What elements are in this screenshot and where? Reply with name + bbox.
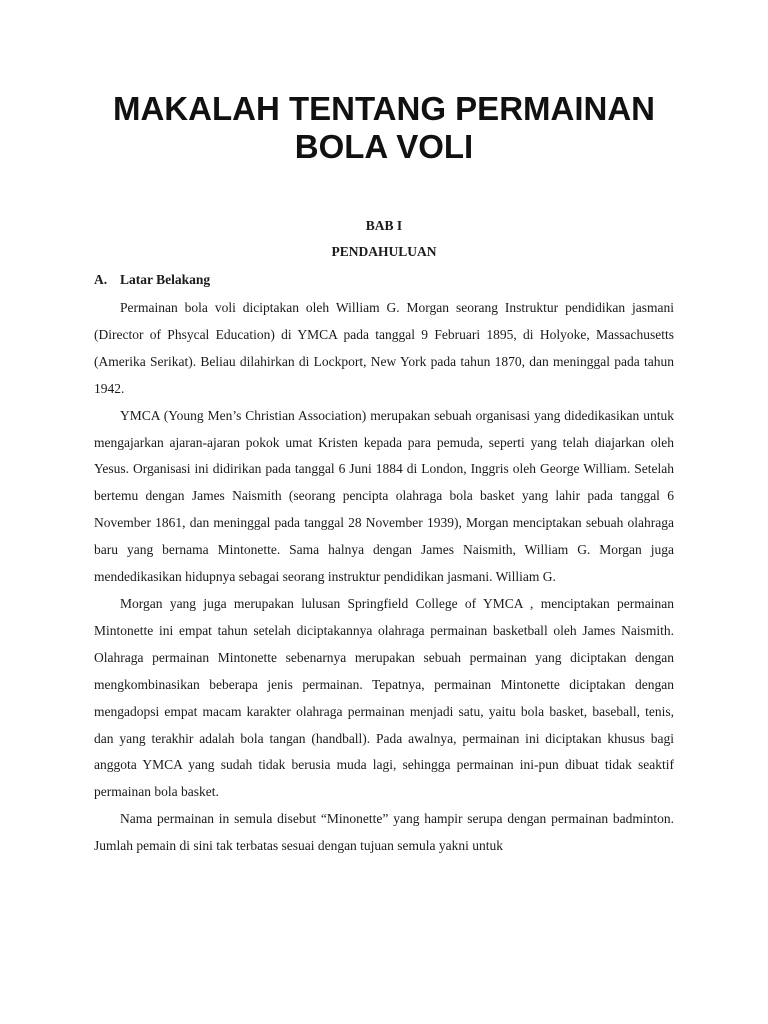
paragraph-2: YMCA (Young Men’s Christian Association) merupakan sebuah organisasi yang didedikasikan untuk mengajarkan ajaran-ajaran pokok umat Kristen kepada para pemuda, seperti yang telah diajarkan oleh Yesus. Organisasi ini didirikan pada tanggal 6 Juni 1884 di London, Inggris oleh George William. Setelah bertemu dengan James Naismith (seorang pencipta olahraga bola basket yang lahir pada tanggal 6 November 1861, dan meninggal pada tanggal 28 November 1939), Morgan menciptakan sebuah olahraga baru yang bernama Mintonette. Sama halnya dengan James Naismith, William G. Morgan juga mendedikasikan hidupnya sebagai seorang instruktur pendidikan jasmani. William G. xyxy=(94,407,674,585)
paragraph-1: Permainan bola voli diciptakan oleh William G. Morgan seorang Instruktur pendidikan jasmani (Director of Phsycal Education) di YMCA pada tanggal 9 Februari 1895, di Holyoke, Massachusetts (Amerika Serikat). Beliau dilahirkan di Lockport, New York pada tahun 1870, dan meninggal pada tahun 1942. xyxy=(94,300,674,396)
chapter-title: PENDAHULUAN xyxy=(331,244,437,259)
document-title xyxy=(60,90,708,166)
body-text xyxy=(94,295,674,860)
paragraph-3: Morgan yang juga merupakan lulusan Springfield College of YMCA , menciptakan permainan Mintonette ini empat tahun setelah diciptakannya olahraga permainan basketball oleh James Naismith. Olahraga permainan Mintonette sebenarnya merupakan sebuah permainan yang diciptakan dengan mengkombinasikan beberapa jenis permainan. Tepatnya, permainan Mintonette diciptakan dengan mengadopsi empat macam karakter olahraga permainan menjadi satu, yaitu bola basket, baseball, tenis, dan yang terakhir adalah bola tangan (handball). Pada awalnya, permainan ini diciptakan khusus bagi anggota YMCA yang sudah tidak berusia muda lagi, sehingga permainan ini-pun dibuat tidak seaktif permainan bola basket. xyxy=(94,595,674,800)
section-heading xyxy=(94,272,210,288)
paragraph-4: Nama permainan in semula disebut “Minonette” yang hampir serupa dengan permainan badminton. Jumlah pemain di sini tak terbatas sesuai dengan tujuan semula yakni untuk xyxy=(94,811,674,854)
title-line-1: MAKALAH TENTANG PERMAINAN xyxy=(112,90,656,127)
section-letter: A. xyxy=(94,272,108,287)
chapter-number: BAB I xyxy=(365,218,403,233)
title-line-2: BOLA VOLI xyxy=(294,128,474,165)
section-title: Latar Belakang xyxy=(120,272,211,287)
